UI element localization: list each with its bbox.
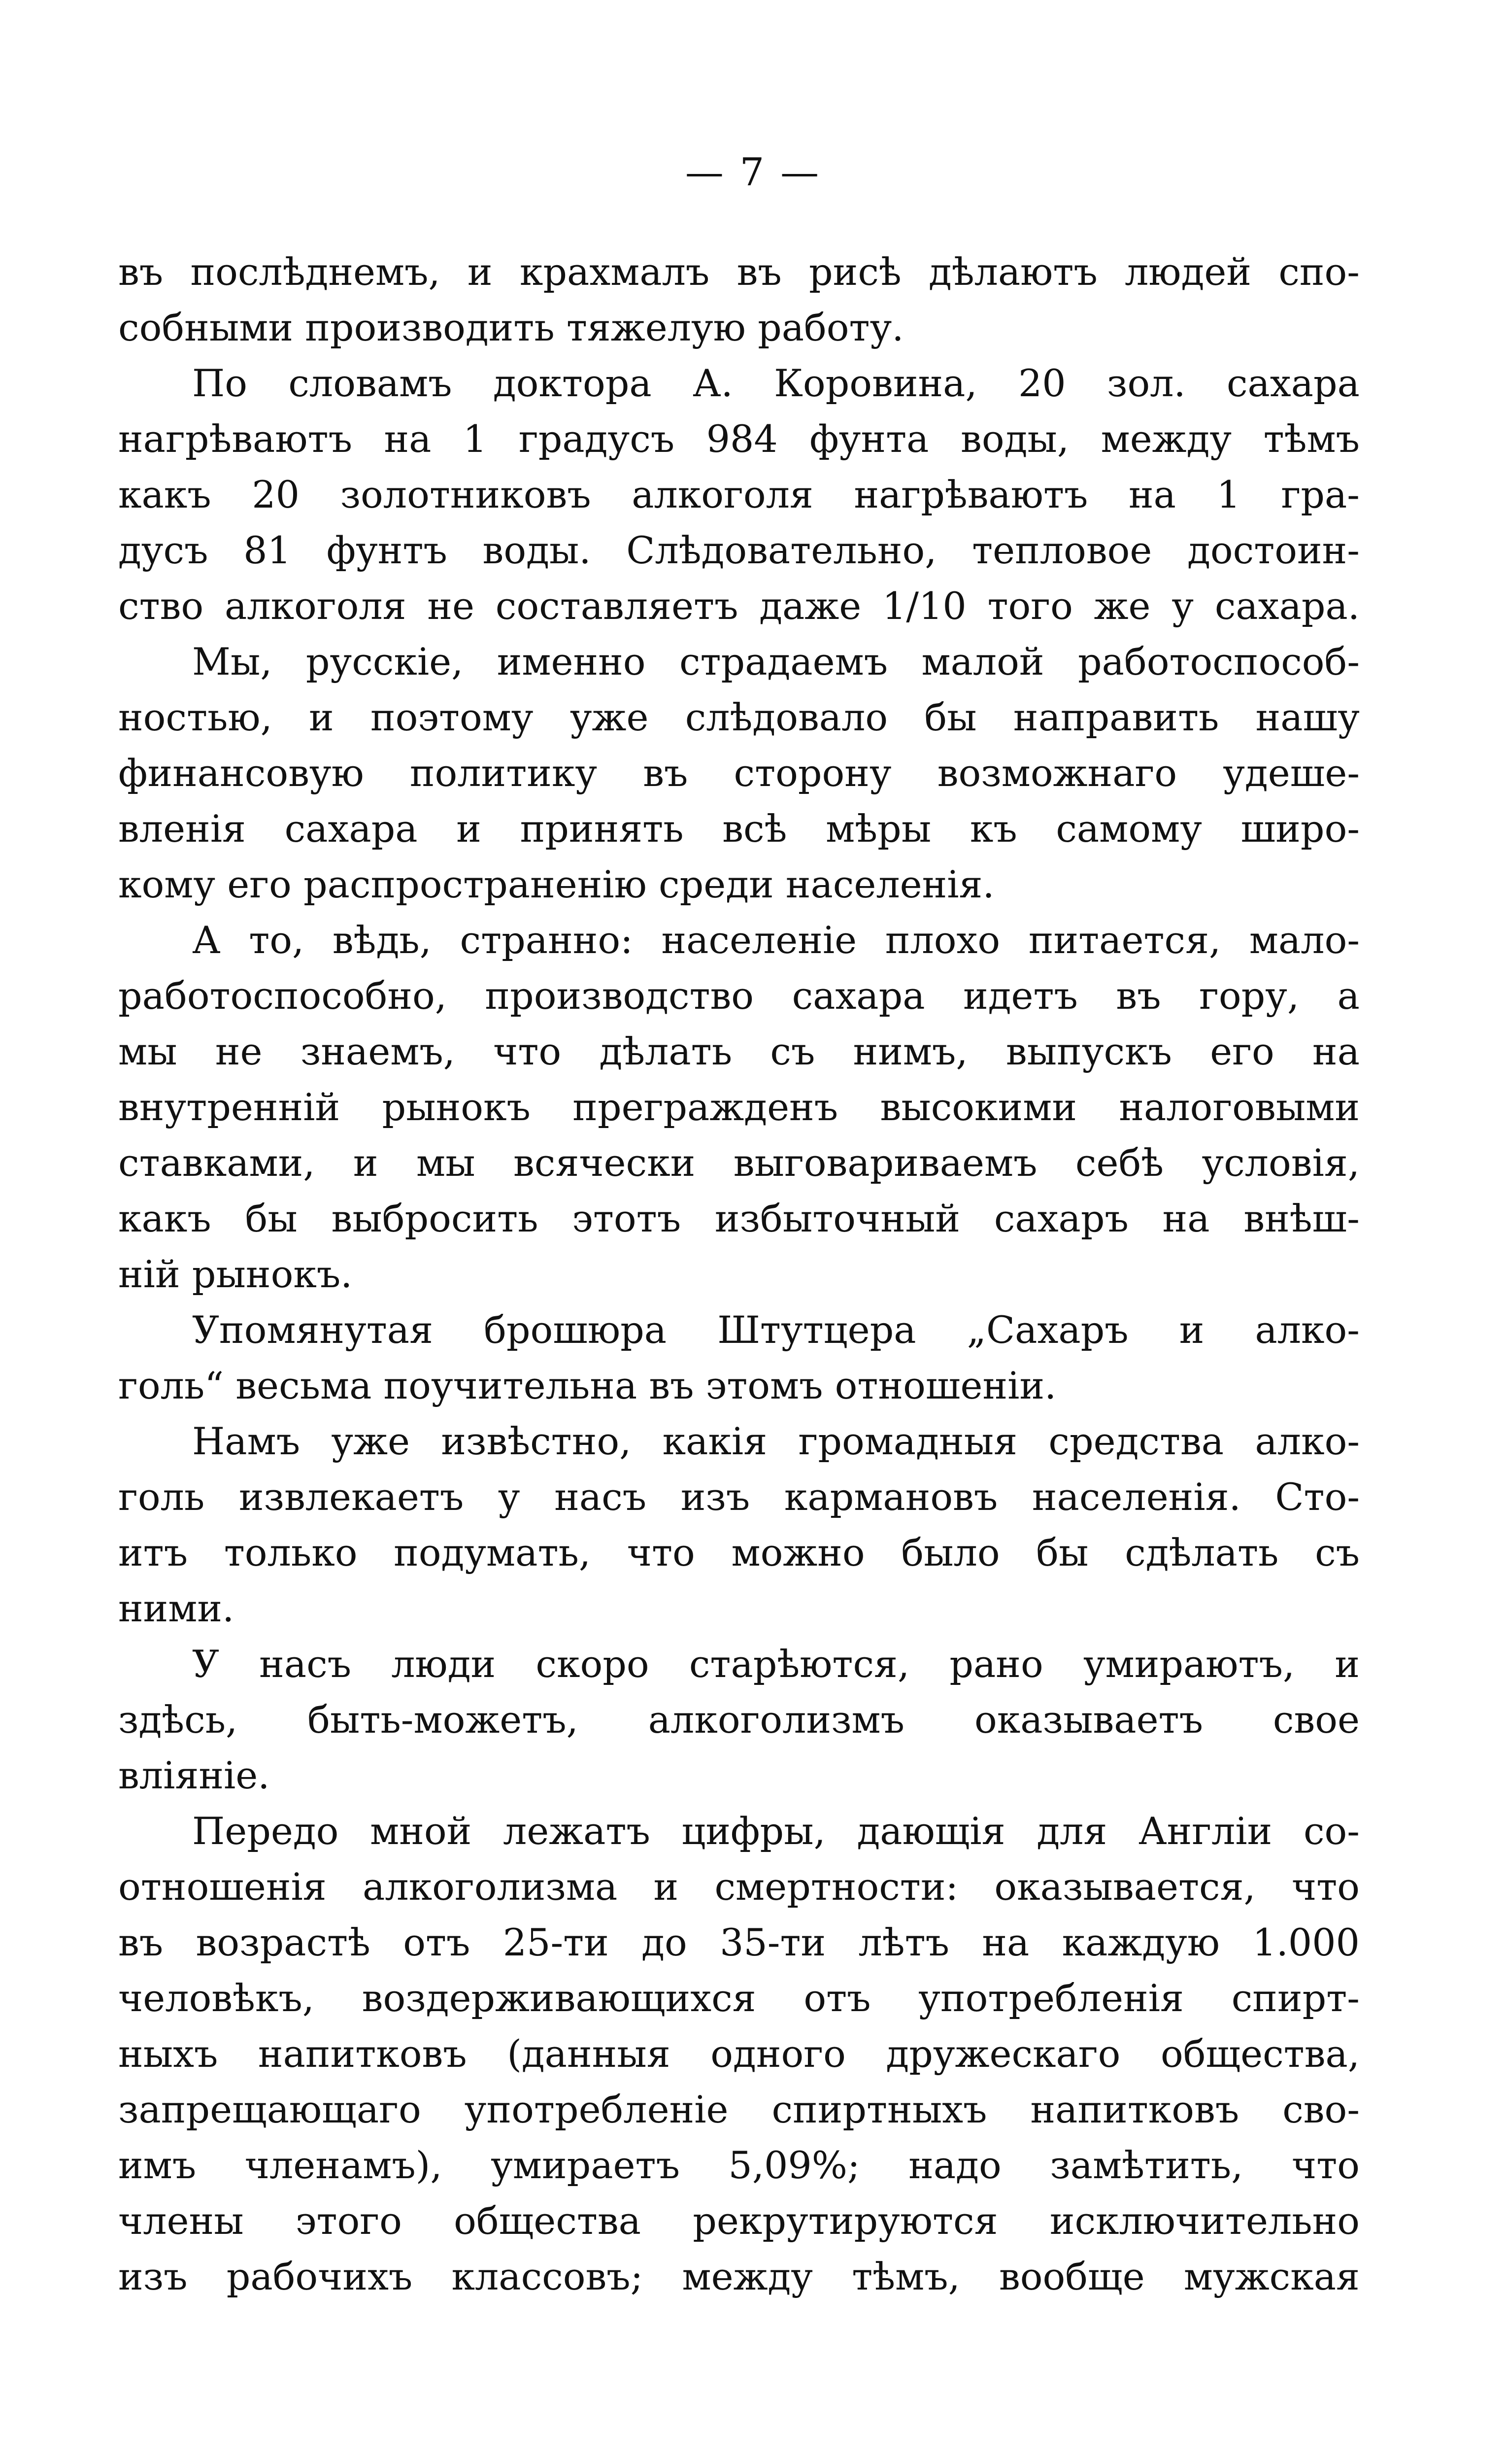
text-line: итъ только подумать, что можно было бы сдѣлать съ: [118, 1531, 1360, 1574]
text-line: здѣсь, быть-можетъ, алкоголизмъ оказываетъ свое: [118, 1698, 1360, 1742]
text-line: запрещающаго употребленіе спиртныхъ напитковъ сво-: [118, 2088, 1360, 2131]
text-line: имъ членамъ), умираетъ 5,09%; надо замѣтить, что: [118, 2143, 1360, 2187]
paragraph: [118, 355, 1360, 634]
text-line: голь“ весьма поучительна въ этомъ отношеніи.: [118, 1364, 1057, 1407]
text-line: ностью, и поэтому уже слѣдовало бы направить нашу: [118, 695, 1360, 739]
text-line: мы не знаемъ, что дѣлать съ нимъ, выпускъ его на: [118, 1029, 1360, 1073]
text-line: вліяніе.: [118, 1753, 270, 1797]
text-line: собными производить тяжелую работу.: [118, 306, 904, 349]
text-line: Мы, русскіе, именно страдаемъ малой работоспособ-: [192, 640, 1360, 684]
text-line: изъ рабочихъ классовъ; между тѣмъ, вообще мужская: [118, 2255, 1360, 2298]
text-line: По словамъ доктора А. Коровина, 20 зол. сахара: [192, 361, 1360, 405]
text-line: Упомянутая брошюра Штутцера „Сахаръ и алко-: [192, 1308, 1360, 1352]
text-line: кому его распространенію среди населенія.: [118, 862, 995, 906]
paragraph: [118, 634, 1360, 912]
body-text: [118, 244, 1360, 2304]
text-line: вленія сахара и принять всѣ мѣры къ самому широ-: [118, 807, 1360, 851]
text-line: А то, вѣдь, странно: населеніе плохо питается, мало-: [192, 918, 1360, 962]
text-line: ныхъ напитковъ (данныя одного дружескаго общества,: [118, 2032, 1360, 2076]
text-line: У насъ люди скоро старѣются, рано умираютъ, и: [192, 1642, 1360, 1686]
text-line: въ послѣднемъ, и крахмалъ въ рисѣ дѣлаютъ людей спо-: [118, 250, 1360, 294]
paragraph: [118, 912, 1360, 1302]
text-line: въ возрастѣ отъ 25-ти до 35-ти лѣтъ на каждую 1.000: [118, 1920, 1360, 1964]
text-line: ній рынокъ.: [118, 1252, 353, 1296]
page-number: — 7 —: [685, 150, 821, 195]
paragraph: [118, 1803, 1360, 2304]
text-line: ними.: [118, 1586, 234, 1630]
text-line: внутренній рынокъ прегражденъ высокими налоговыми: [118, 1085, 1360, 1129]
text-line: работоспособно, производство сахара идетъ въ гору, а: [118, 974, 1360, 1018]
paragraph: [118, 1413, 1360, 1636]
paragraph: [118, 1302, 1360, 1413]
text-line: человѣкъ, воздерживающихся отъ употребленія спирт-: [118, 1976, 1360, 2020]
text-line: ство алкоголя не составляетъ даже 1/10 того же у сахара.: [118, 584, 1360, 628]
paragraph: [118, 1636, 1360, 1803]
text-line: какъ 20 золотниковъ алкоголя нагрѣваютъ на 1 гра-: [118, 473, 1360, 516]
text-line: Передо мной лежатъ цифры, дающія для Англіи со-: [192, 1809, 1360, 1853]
text-line: нагрѣваютъ на 1 градусъ 984 фунта воды, между тѣмъ: [118, 417, 1360, 461]
text-line: члены этого общества рекрутируются исключительно: [118, 2199, 1360, 2243]
text-line: отношенія алкоголизма и смертности: оказывается, что: [118, 1865, 1360, 1909]
text-line: голь извлекаетъ у насъ изъ кармановъ населенія. Сто-: [118, 1475, 1360, 1519]
text-line: дусъ 81 фунтъ воды. Слѣдовательно, тепловое достоин-: [118, 528, 1360, 572]
text-line: ставками, и мы всячески выговариваемъ себѣ условія,: [118, 1141, 1360, 1185]
text-line: какъ бы выбросить этотъ избыточный сахаръ на внѣш-: [118, 1197, 1360, 1240]
text-line: Намъ уже извѣстно, какія громадныя средства алко-: [192, 1419, 1360, 1463]
text-line: финансовую политику въ сторону возможнаго удеше-: [118, 751, 1360, 795]
paragraph: [118, 244, 1360, 355]
